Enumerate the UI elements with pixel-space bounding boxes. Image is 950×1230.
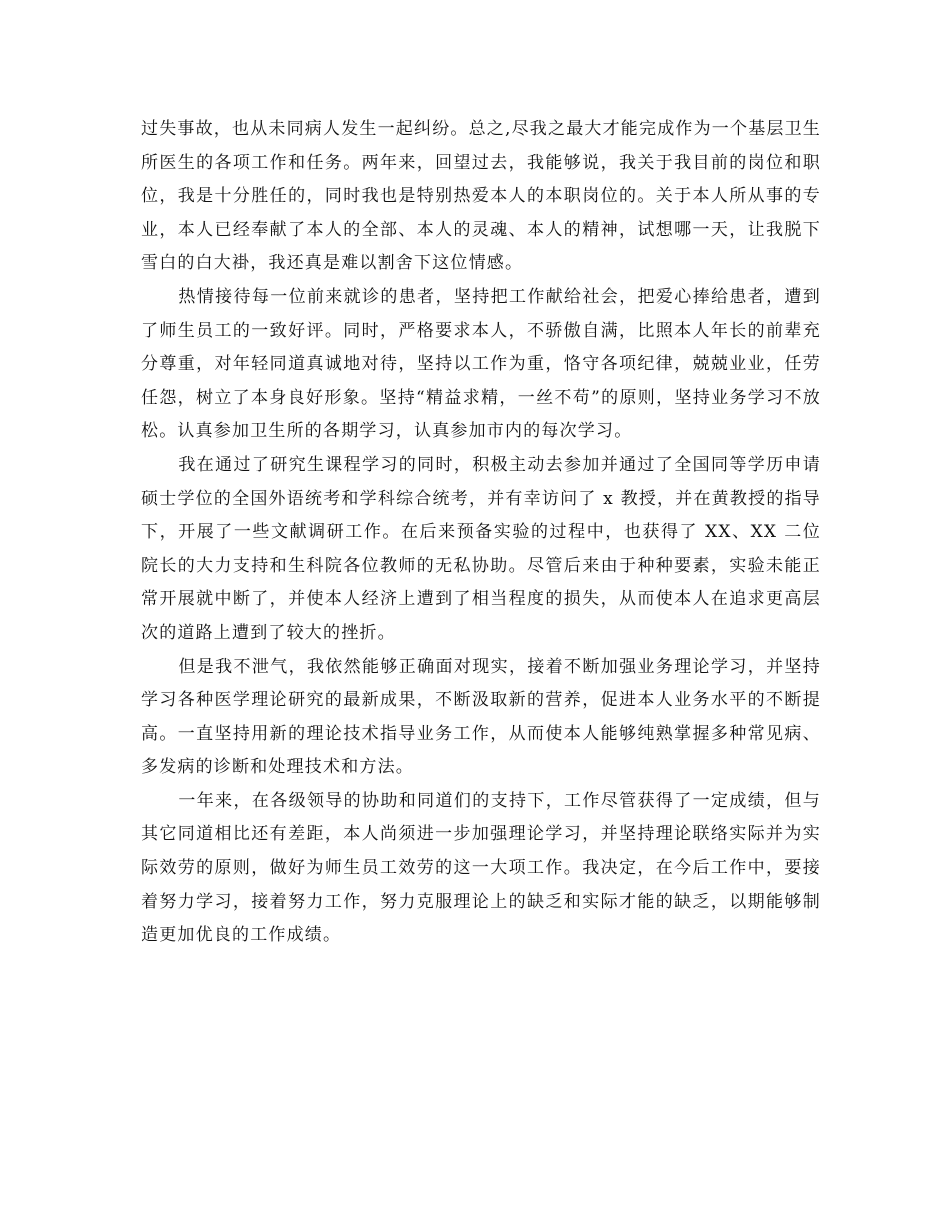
paragraph: 热情接待每一位前来就诊的患者，坚持把工作献给社会，把爱心捧给患者，遭到了师生员工的一致好评。同时，严格要求本人，不骄傲自满，比照本人年长的前辈充分尊重，对年轻同道真诚地对待，坚持以工作为重，恪守各项纪律，兢兢业业，任劳任怨，树立了本身良好形象。坚持“精益求精，一丝不苟”的原则，坚持业务学习不放松。认真参加卫生所的各期学习，认真参加市内的每次学习。 <box>141 286 821 442</box>
paragraph: 但是我不泄气，我依然能够正确面对现实，接着不断加强业务理论学习，并坚持学习各种医学理论研究的最新成果，不断汲取新的营养，促进本人业务水平的不断提高。一直坚持用新的理论技术指导业务工作，从而使本人能够纯熟掌握多种常见病、多发病的诊断和处理技术和方法。 <box>141 656 821 778</box>
paragraph: 我在通过了研究生课程学习的同时，积极主动去参加并通过了全国同等学历申请硕士学位的全国外语统考和学科综合统考，并有幸访问了 x 教授，并在黄教授的指导下，开展了一些文献调研工作。在后来预备实验的过程中，也获得了 XX、XX 二位院长的大力支持和生科院各位教师的无私协助。尽管后来由于种种要素，实验未能正常开展就中断了，并使本人经济上遭到了相当程度的损失，从而使本人在追求更高层次的道路上遭到了较大的挫折。 <box>141 454 821 643</box>
paragraph-continued: 过失事故，也从未同病人发生一起纠纷。总之,尽我之最大才能完成作为一个基层卫生所医生的各项工作和任务。两年来，回望过去，我能够说，我关于我目前的岗位和职位，我是十分胜任的，同时我也是特别热爱本人的本职岗位的。关于本人所从事的专业，本人已经奉献了本人的全部、本人的灵魂、本人的精神，试想哪一天，让我脱下雪白的白大褂，我还真是难以割舍下这位情感。 <box>141 119 822 274</box>
paragraph: 一年来，在各级领导的协助和同道们的支持下，工作尽管获得了一定成绩，但与其它同道相比还有差距，本人尚须进一步加强理论学习，并坚持理论联络实际并为实际效劳的原则，做好为师生员工效劳的这一大项工作。我决定，在今后工作中，要接着努力学习，接着努力工作，努力克服理论上的缺乏和实际才能的缺乏，以期能够制造更加优良的工作成绩。 <box>141 790 821 946</box>
document-body <box>141 113 821 953</box>
